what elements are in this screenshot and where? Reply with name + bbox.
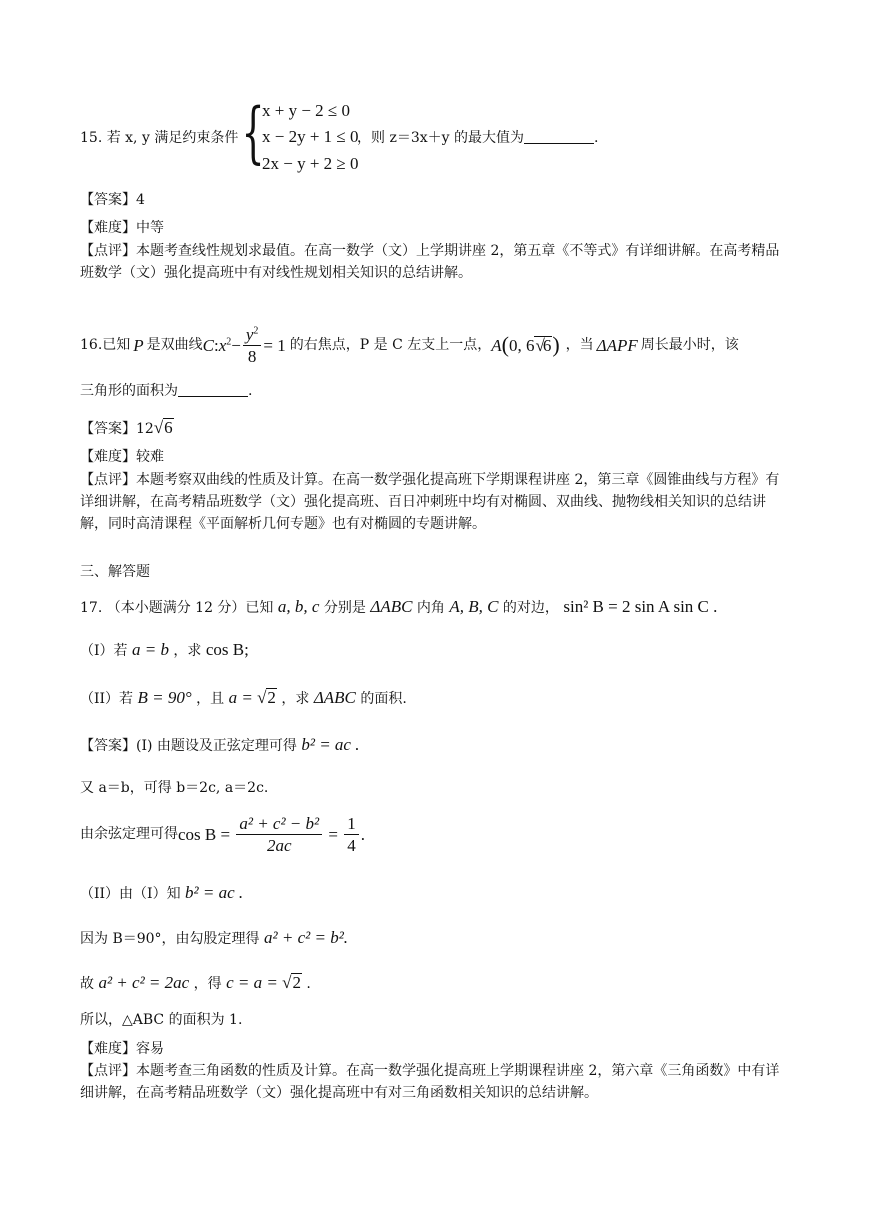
q15-stem: 15. 若 x, y 满足约束条件 xyxy=(80,130,239,146)
answer-blank-16[interactable] xyxy=(178,396,248,397)
q15-comment: 【点评】本题考查线性规划求最值。在高一数学（文）上学期讲座 2，第五章《不等式》有详细讲解。在高考精品班数学（文）强化提高班中有对线性规划相关知识的总结讲解。 xyxy=(80,243,780,281)
quarter-fraction: $\frac{1}{4}$ xyxy=(344,815,359,854)
q17-comment: 【点评】本题考查三角函数的性质及计算。在高一数学强化提高班上学期课程讲座 2，第六章《三角函数》中有详细讲解，在高考精品班数学（文）强化提高班中有对三角函数相关知识的总结讲解。 xyxy=(80,1063,780,1101)
q17-answer-7: 所以，△ABC 的面积为 1. xyxy=(80,1012,243,1028)
q15-difficulty: 【难度】中等 xyxy=(80,220,164,236)
q17-answer-1: 【答案】(I) 由题设及正弦定理可得 b² = ac . xyxy=(80,735,360,754)
constraint-1: x + y − 2 ≤ 0 xyxy=(262,101,351,120)
section-title: 三、解答题 xyxy=(80,564,150,580)
q17-part2: （II）若 B = 90° ，且 a = √2 ，求 ΔABC 的面积. xyxy=(80,688,407,707)
q17-answer-6: 故 a² + c² = 2ac ，得 c = a = √2 . xyxy=(80,973,311,992)
hyperbola-fraction: $\frac{y^2}{8}$ xyxy=(243,326,262,365)
constraint-3: 2x − y + 2 ≥ 0 xyxy=(262,154,359,173)
answer-blank[interactable] xyxy=(524,143,594,144)
q17-answer-2: 又 a＝b，可得 b＝2c, a＝2c. xyxy=(80,780,269,796)
cosine-fraction: $\frac{\text{a² + c² − b²}}{2ac}$ xyxy=(236,815,322,854)
q15-stem-end: ，则 z＝3x＋y 的最大值为 . xyxy=(357,130,599,146)
q17-answer-3: 由余弦定理可得 cos B = $\frac{\text{a² + c² − b²}}{2ac}$ = $\frac{1}{4}$ . xyxy=(80,813,365,855)
q17-answer-4: （II）由（I）知 b² = ac . xyxy=(80,883,244,902)
q16-answer: 【答案】12√6 xyxy=(80,418,173,437)
constraint-2: x − 2y + 1 ≤ 0 xyxy=(262,127,359,146)
q17-stem: 17. （本小题满分 12 分）已知 a, b, c 分别是 ΔABC 内角 A, B, C 的对边， sin² B = 2 sin A sin C . xyxy=(80,597,718,616)
q17-answer-5: 因为 B＝90°，由勾股定理得 a² + c² = b². xyxy=(80,928,349,947)
q16-stem: 16.已知 P 是双曲线 C : $x^2$ − $\frac{y^2}{8}$ = 1 的右焦点，P 是 C 左支上一点， A ( 0, 6 √ 6 ) ，当 ΔAPF 周长最小时，该 xyxy=(80,324,739,366)
q17-difficulty: 【难度】容易 xyxy=(80,1041,164,1057)
system-brace: { xyxy=(241,94,265,171)
q17-part1: （I）若 a = b ，求 cos B; xyxy=(80,640,249,659)
q16-stem-line2: 三角形的面积为 . xyxy=(80,383,253,399)
q16-comment: 【点评】本题考察双曲线的性质及计算。在高一数学强化提高班下学期课程讲座 2，第三章《圆锥曲线与方程》有详细讲解，在高考精品班数学（文）强化提高班、百日冲刺班中均有对椭圆、双曲线、抛物线相关知识的总结讲解，同时高清课程《平面解析几何专题》也有对椭圆的专题讲解。 xyxy=(80,472,780,532)
q16-difficulty: 【难度】较难 xyxy=(80,449,164,465)
q15-answer: 【答案】4 xyxy=(80,192,145,208)
